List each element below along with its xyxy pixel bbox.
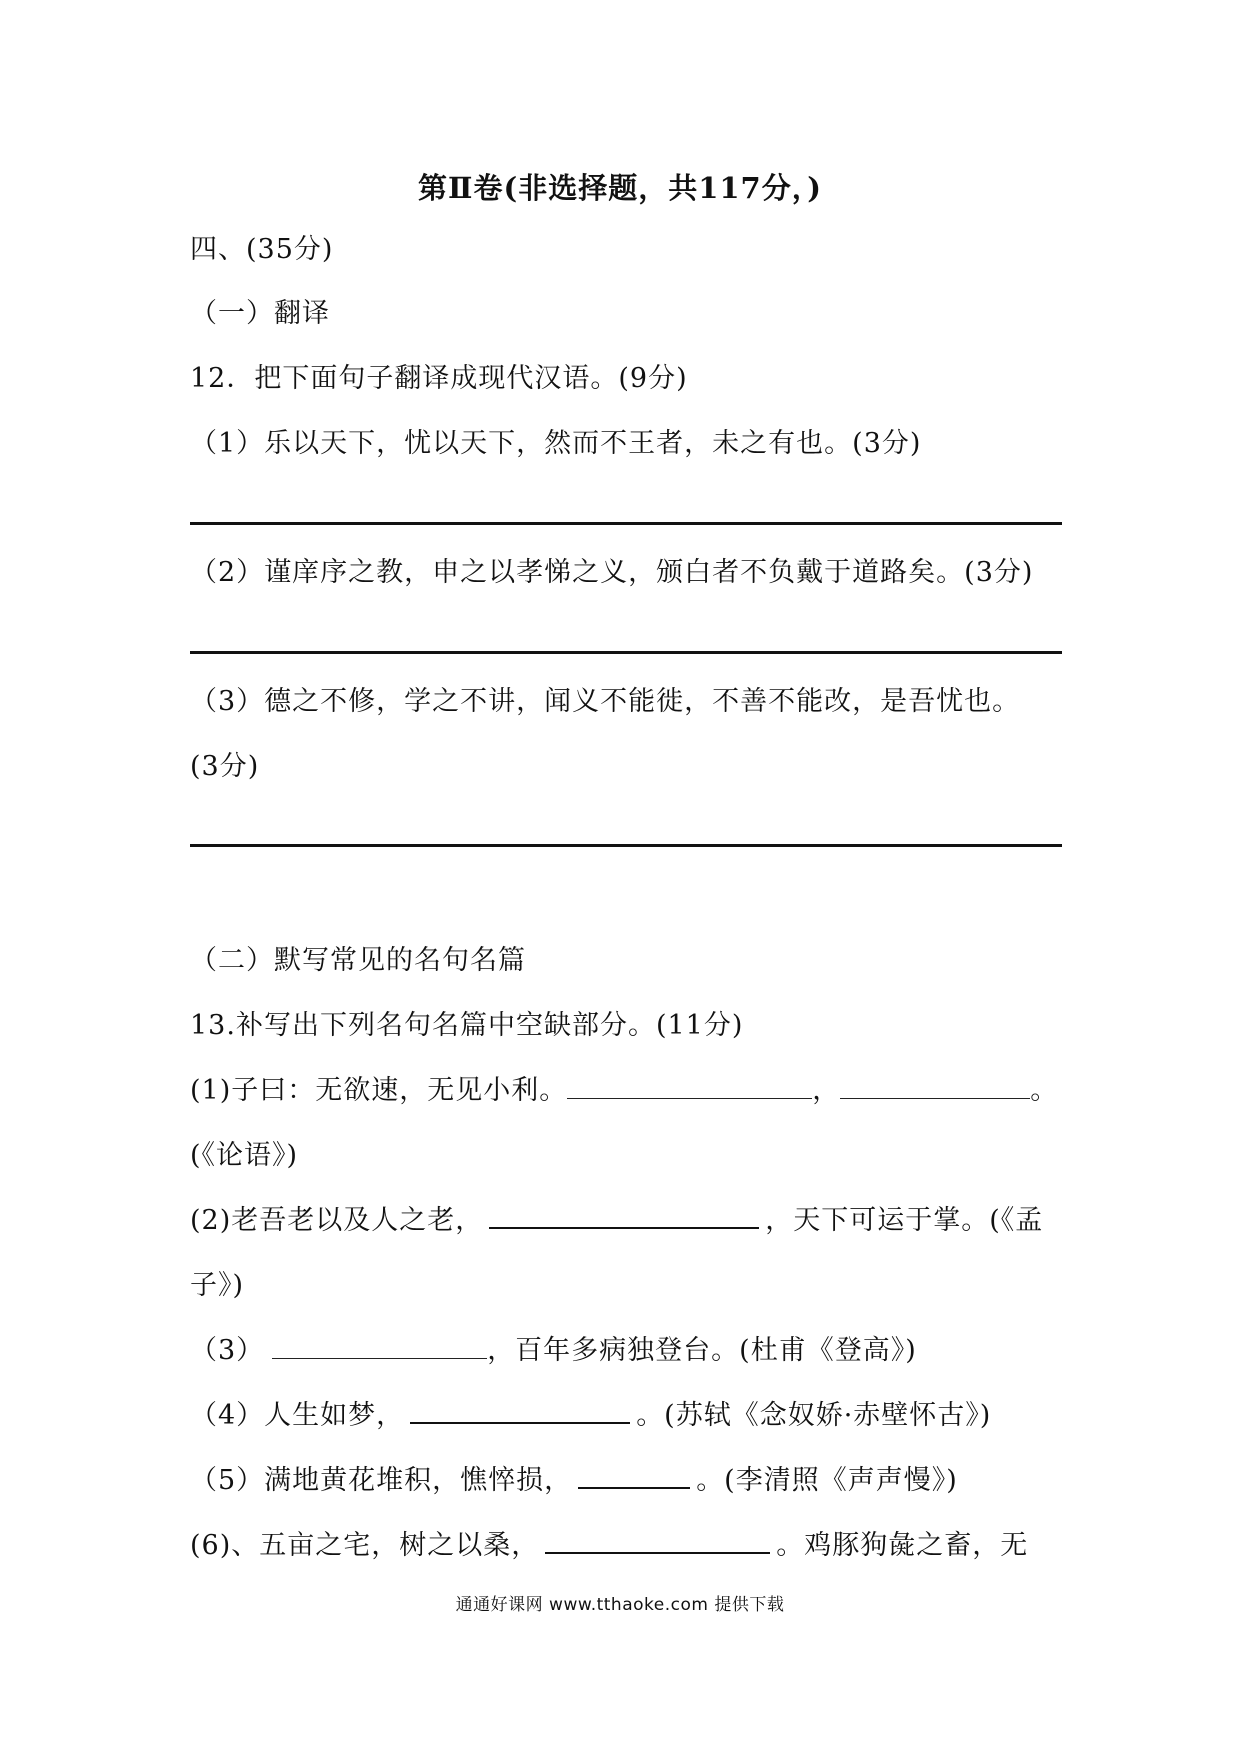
question-12-item-3: （3）德之不修，学之不讲，闻义不能徙，不善不能改，是吾忧也。 bbox=[190, 686, 1021, 717]
item-text: ，百年多病独登台。(杜甫《登高》) bbox=[487, 1335, 917, 1366]
question-12-item-3-score: (3分) bbox=[190, 751, 260, 782]
item-text: （3） bbox=[190, 1335, 265, 1366]
question-12-stem: 12．把下面句子翻译成现代汉语。(9分) bbox=[190, 363, 688, 394]
question-13-item-4 bbox=[190, 1398, 991, 1434]
item-text: (2)老吾老以及人之老， bbox=[190, 1205, 484, 1236]
question-12-item-2: （2）谨庠序之教，申之以孝悌之义，颁白者不负戴于道路矣。(3分) bbox=[190, 557, 1034, 588]
question-13-item-3 bbox=[190, 1333, 917, 1369]
fill-blank[interactable] bbox=[840, 1076, 1030, 1099]
question-13-stem: 13.补写出下列名句名篇中空缺部分。(11分) bbox=[190, 1010, 744, 1041]
item-text: （5）满地黄花堆积，憔悴损， bbox=[190, 1465, 573, 1496]
fill-blank[interactable] bbox=[272, 1336, 487, 1359]
fill-blank[interactable] bbox=[489, 1205, 759, 1229]
page-title: 第Ⅱ卷(非选择题，共117分，) bbox=[418, 171, 822, 205]
item-text: （4）人生如梦， bbox=[190, 1400, 405, 1431]
item-text: (1)子曰：无欲速，无见小利。 bbox=[190, 1075, 568, 1106]
item-text: ，天下可运于掌。(《孟 bbox=[765, 1205, 1044, 1236]
answer-line-2 bbox=[190, 651, 1062, 654]
item-text: 。鸡豚狗彘之畜，无 bbox=[776, 1530, 1029, 1561]
section-heading: 四、(35分) bbox=[190, 234, 334, 265]
fill-blank[interactable] bbox=[578, 1465, 690, 1489]
question-13-item-2-source: 子》) bbox=[190, 1270, 245, 1301]
answer-line-3 bbox=[190, 844, 1062, 847]
fill-blank[interactable] bbox=[410, 1400, 630, 1424]
question-13-item-1-source: (《论语》) bbox=[190, 1140, 299, 1171]
item-text: (6)、五亩之宅，树之以桑， bbox=[190, 1530, 540, 1561]
part-heading-recitation: （二）默写常见的名句名篇 bbox=[190, 945, 526, 976]
question-13-item-6 bbox=[190, 1528, 1028, 1564]
item-text: 。 bbox=[1030, 1075, 1059, 1106]
item-text: ， bbox=[812, 1075, 841, 1106]
question-12-item-1: （1）乐以天下，忧以天下，然而不王者，未之有也。(3分) bbox=[190, 428, 922, 459]
fill-blank[interactable] bbox=[567, 1076, 812, 1099]
page-footer: 通通好课网 www.tthaoke.com 提供下载 bbox=[455, 1595, 785, 1615]
question-13-item-5 bbox=[190, 1463, 958, 1499]
question-13-item-2 bbox=[190, 1203, 1043, 1239]
fill-blank[interactable] bbox=[545, 1530, 770, 1554]
part-heading-translation: （一）翻译 bbox=[190, 298, 330, 329]
answer-line-1 bbox=[190, 522, 1062, 525]
item-text: 。(苏轼《念奴娇·赤壁怀古》) bbox=[636, 1400, 992, 1431]
item-text: 。(李清照《声声慢》) bbox=[696, 1465, 958, 1496]
question-13-item-1 bbox=[190, 1073, 1058, 1109]
